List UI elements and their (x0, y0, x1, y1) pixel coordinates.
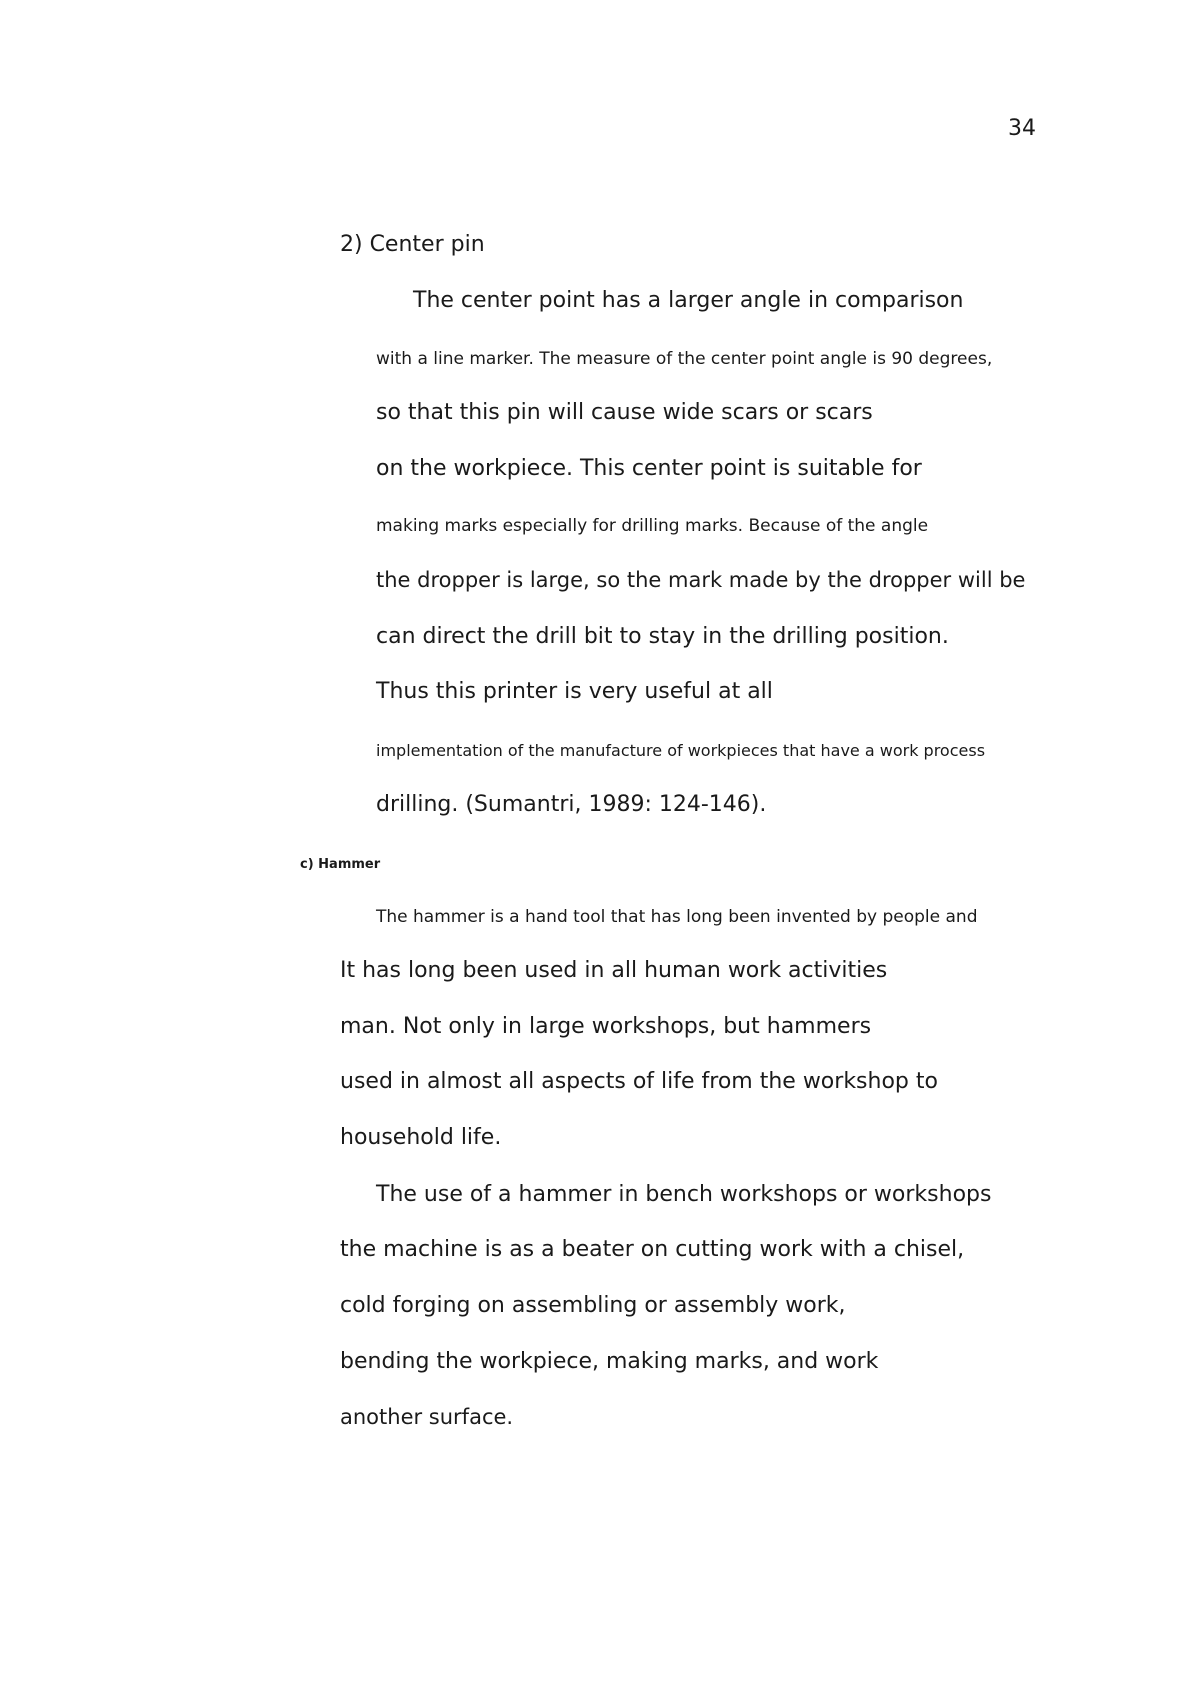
paragraph-line: the dropper is large, so the mark made by the dropper will be (376, 568, 1026, 592)
paragraph-line: household life. (340, 1125, 502, 1150)
paragraph-line: used in almost all aspects of life from the workshop to (340, 1069, 938, 1094)
section-heading-hammer: c) Hammer (300, 857, 381, 872)
paragraph-line: the machine is as a beater on cutting work with a chisel, (340, 1237, 965, 1262)
paragraph-line: making marks especially for drilling marks. Because of the angle (376, 516, 929, 536)
paragraph-line: drilling. (Sumantri, 1989: 124-146). (376, 792, 767, 817)
paragraph-line: man. Not only in large workshops, but hammers (340, 1014, 872, 1039)
paragraph-line: another surface. (340, 1405, 514, 1429)
paragraph-line: can direct the drill bit to stay in the drilling position. (376, 624, 949, 649)
paragraph-line: The center point has a larger angle in comparison (413, 288, 964, 313)
paragraph-line: so that this pin will cause wide scars or scars (376, 400, 873, 425)
paragraph-line: It has long been used in all human work activities (340, 958, 888, 983)
paragraph-line: bending the workpiece, making marks, and work (340, 1349, 879, 1374)
paragraph-line: with a line marker. The measure of the center point angle is 90 degrees, (376, 349, 993, 369)
page-number: 34 (1008, 116, 1036, 141)
paragraph-line: The hammer is a hand tool that has long been invented by people and (376, 907, 978, 927)
paragraph-line: cold forging on assembling or assembly work, (340, 1293, 846, 1318)
paragraph-line: Thus this printer is very useful at all (376, 679, 773, 704)
section-heading-center-pin: 2) Center pin (340, 232, 485, 257)
paragraph-line: implementation of the manufacture of workpieces that have a work process (376, 741, 986, 760)
paragraph-line: The use of a hammer in bench workshops or workshops (376, 1182, 992, 1207)
paragraph-line: on the workpiece. This center point is suitable for (376, 456, 922, 481)
